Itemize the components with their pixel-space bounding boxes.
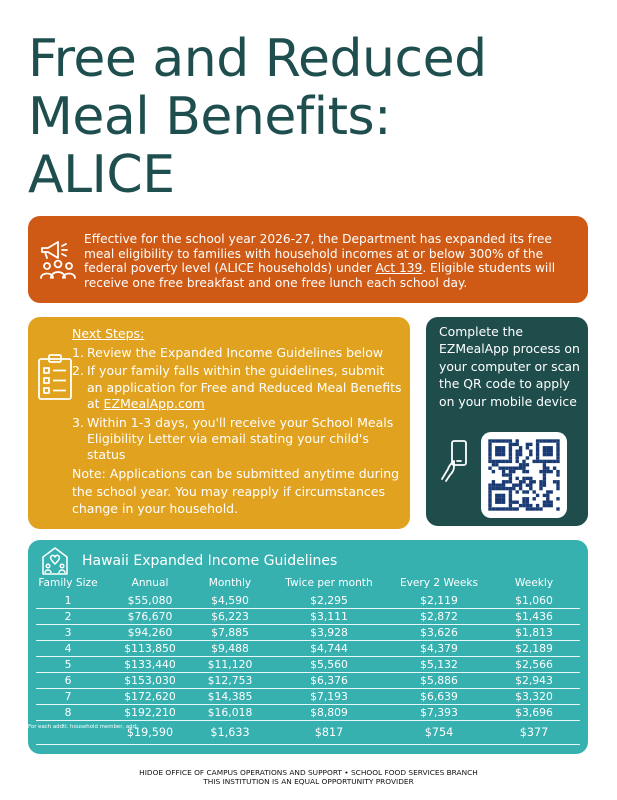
col-weekly: Weekly	[514, 577, 554, 589]
hand-phone-icon	[440, 439, 472, 483]
family-heart-icon	[40, 546, 70, 576]
income-guidelines-table	[28, 540, 588, 754]
col-monthly: Monthly	[208, 577, 252, 589]
table-row: 1 $55,080 $4,590 $2,295 $2,119 $1,060	[28, 593, 588, 609]
ezmealapp-link[interactable]: EZMealApp.com	[103, 396, 205, 412]
col-every-2-weeks: Every 2 Weeks	[399, 577, 479, 589]
table-row: 5 $133,440 $11,120 $5,560 $5,132 $2,566	[28, 657, 588, 673]
table-row: 4 $113,850 $9,488 $4,744 $4,379 $2,189	[28, 641, 588, 657]
steps-note: Note: Applications can be submitted anytime during the school year. You may reapply if circumstances change in your household.	[72, 466, 400, 517]
table-header	[28, 576, 588, 592]
table-row-additional-member: For each addtl. household member, add: $19,590 $1,633 $817 $754 $377	[28, 721, 588, 745]
title-line-2: Meal Benefits:	[28, 87, 392, 147]
table-body	[28, 593, 588, 745]
footer-line-1: HIDOE OFFICE OF CAMPUS OPERATIONS AND SUPPORT • SCHOOL FOOD SERVICES BRANCH	[139, 768, 478, 777]
ezmealapp-panel	[426, 317, 588, 526]
page-title	[28, 30, 598, 204]
act-139-link[interactable]: Act 139	[375, 261, 423, 276]
footer	[0, 768, 617, 786]
megaphone-group-icon	[38, 238, 78, 282]
col-annual: Annual	[131, 577, 169, 589]
table-row: 3 $94,260 $7,885 $3,928 $3,626 $1,813	[28, 625, 588, 641]
col-family-size: Family Size	[38, 577, 98, 589]
col-twice-per-month: Twice per month	[285, 577, 373, 589]
qr-code-icon[interactable]	[481, 432, 567, 518]
guidelines-title: Hawaii Expanded Income Guidelines	[82, 553, 338, 569]
table-row: 7 $172,620 $14,385 $7,193 $6,639 $3,320	[28, 689, 588, 705]
eligibility-notice	[28, 216, 588, 303]
step-item: 2. If your family falls within the guidelines, submit an application for Free and Reduced Meal Benefits at EZMealApp.com	[72, 363, 402, 412]
clipboard-checklist-icon	[36, 353, 76, 403]
step-item: 1. Review the Expanded Income Guidelines below	[72, 345, 384, 360]
steps-list	[72, 345, 402, 466]
table-row: 2 $76,670 $6,223 $3,111 $2,872 $1,436	[28, 609, 588, 625]
footer-line-2: THIS INSTITUTION IS AN EQUAL OPPORTUNITY PROVIDER	[203, 777, 414, 786]
next-steps-heading: Next Steps:	[72, 326, 145, 341]
title-line-1: Free and Reduced	[28, 29, 487, 89]
next-steps-panel	[28, 317, 410, 529]
ezmealapp-text: Complete the EZMealApp process on your computer or scan the QR code to apply on your mobile device	[439, 324, 580, 409]
step-item: 3. Within 1-3 days, you'll receive your School Meals Eligibility Letter via email stating your child's status	[72, 414, 394, 463]
table-row: 8 $192,210 $16,018 $8,809 $7,393 $3,696	[28, 705, 588, 721]
notice-text: Effective for the school year 2026-27, the Department has expanded its free meal eligibility to families with household incomes at or below 300% of the federal poverty level (ALICE households) under Act 139. Eligible students will receive one free breakfast and one free lunch each school day.	[84, 232, 556, 290]
title-line-3: ALICE	[28, 145, 175, 205]
table-row: 6 $153,030 $12,753 $6,376 $5,886 $2,943	[28, 673, 588, 689]
